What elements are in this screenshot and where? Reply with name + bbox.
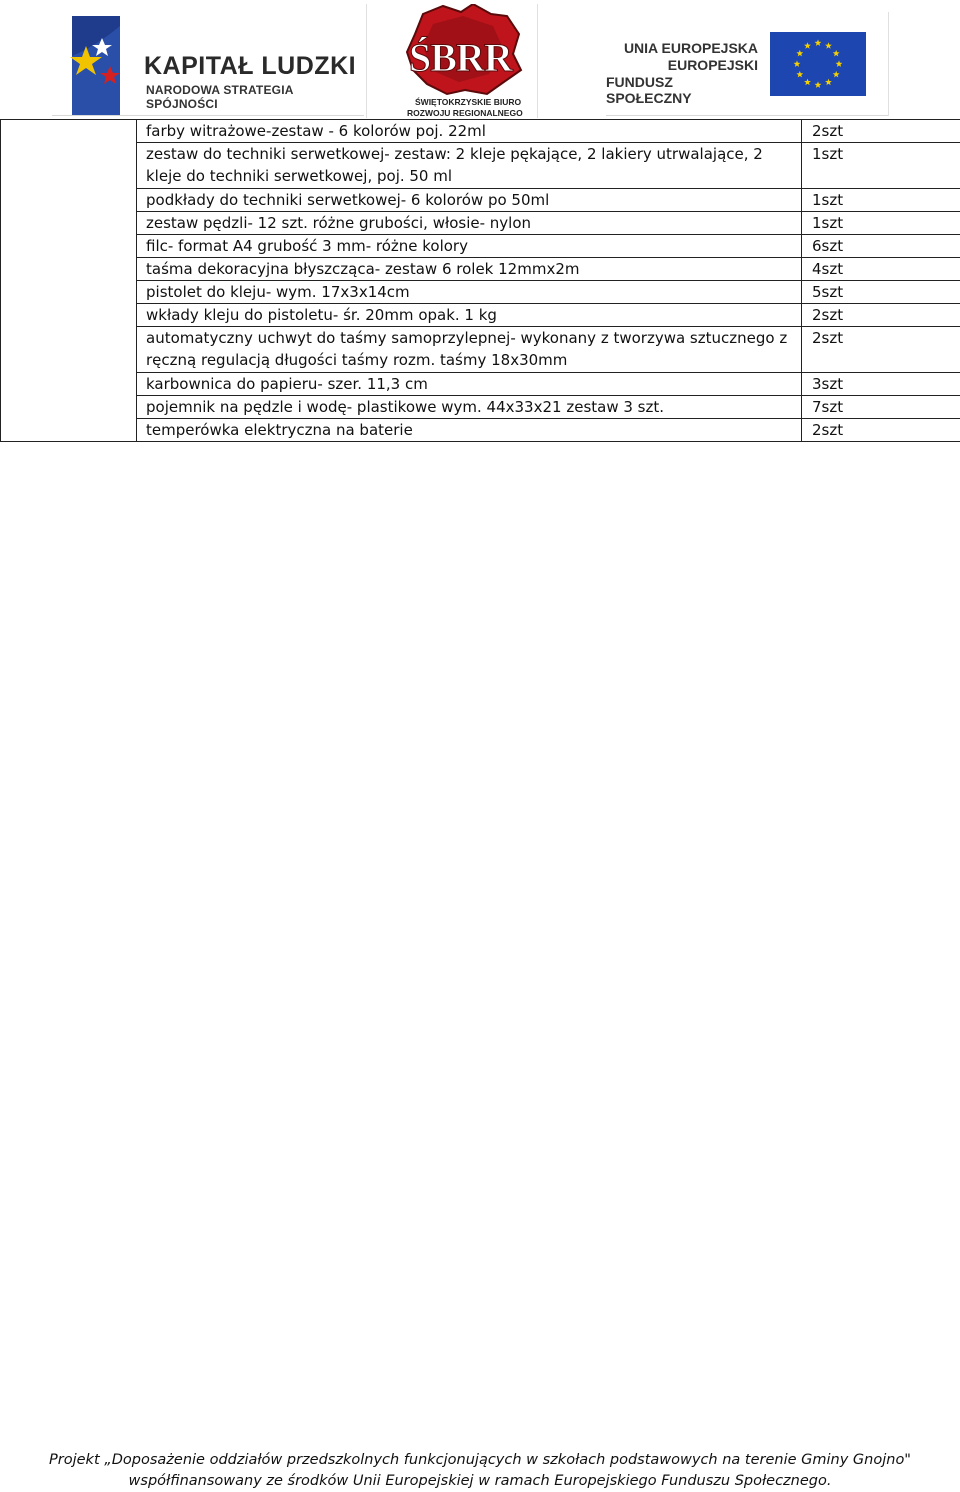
table-row	[1, 235, 960, 258]
eu-flag-icon	[770, 32, 866, 96]
item-quantity: 1szt	[802, 143, 960, 189]
footer-line-2: współfinansowany ze środków Unii Europejskiej w ramach Europejskiego Funduszu Społecznego.	[0, 1471, 960, 1492]
kapital-ludzki-subtitle: NARODOWA STRATEGIA SPÓJNOŚCI	[146, 83, 364, 111]
sbrr-brand: ŚBRR	[409, 34, 512, 81]
table-row	[1, 281, 960, 304]
item-description: automatyczny uchwyt do taśmy samoprzylepnej- wykonany z tworzywa sztucznego z ręczną regulacją długości taśmy rozm. taśmy 18x30mm	[137, 327, 802, 373]
item-description: temperówka elektryczna na baterie	[137, 419, 802, 442]
table-row	[1, 396, 960, 419]
table-row	[1, 258, 960, 281]
table-row	[1, 327, 960, 373]
eu-line-2: EUROPEJSKI	[668, 57, 758, 73]
item-description: pojemnik na pędzle i wodę- plastikowe wym. 44x33x21 zestaw 3 szt.	[137, 396, 802, 419]
table-row	[1, 304, 960, 327]
sbrr-line-1: ŚWIĘTOKRZYSKIE BIURO	[415, 97, 521, 107]
table-row	[1, 189, 960, 212]
item-quantity: 2szt	[802, 304, 960, 327]
item-quantity: 7szt	[802, 396, 960, 419]
item-description: podkłady do techniki serwetkowej- 6 kolorów po 50ml	[137, 189, 802, 212]
item-quantity: 3szt	[802, 373, 960, 396]
table-row	[1, 212, 960, 235]
item-quantity: 1szt	[802, 189, 960, 212]
item-quantity: 4szt	[802, 258, 960, 281]
table-row	[1, 373, 960, 396]
empty-index-cell	[1, 120, 137, 442]
item-description: taśma dekoracyjna błyszcząca- zestaw 6 rolek 12mmx2m	[137, 258, 802, 281]
item-quantity: 2szt	[802, 419, 960, 442]
kapital-ludzki-title: KAPITAŁ LUDZKI	[144, 52, 356, 81]
sbrr-line-2: ROZWOJU REGIONALNEGO	[407, 108, 523, 118]
header-divider	[52, 115, 364, 116]
sbrr-logo	[366, 4, 538, 118]
item-quantity: 2szt	[802, 327, 960, 373]
item-quantity: 5szt	[802, 281, 960, 304]
eu-line-3: FUNDUSZ SPOŁECZNY	[606, 74, 758, 106]
item-description: zestaw do techniki serwetkowej- zestaw: 2 kleje pękające, 2 lakiery utrwalające, 2 kleje do techniki serwetkowej, poj. 50 ml	[137, 143, 802, 189]
item-description: filc- format A4 grubość 3 mm- różne kolory	[137, 235, 802, 258]
page-header	[0, 0, 960, 118]
item-description: karbownica do papieru- szer. 11,3 cm	[137, 373, 802, 396]
item-quantity: 6szt	[802, 235, 960, 258]
table-row	[1, 419, 960, 442]
item-quantity: 2szt	[802, 120, 960, 143]
kapital-ludzki-logo	[52, 8, 364, 116]
item-description: farby witrażowe-zestaw - 6 kolorów poj. 22ml	[137, 120, 802, 143]
table-row	[1, 143, 960, 189]
item-description: zestaw pędzli- 12 szt. różne grubości, włosie- nylon	[137, 212, 802, 235]
eu-line-1: UNIA EUROPEJSKA	[624, 40, 758, 56]
footer-line-1: Projekt „Doposażenie oddziałów przedszkolnych funkcjonujących w szkołach podstawowych na terenie Gminy Gnojno"	[0, 1450, 960, 1471]
table-row	[1, 120, 960, 143]
item-description: pistolet do kleju- wym. 17x3x14cm	[137, 281, 802, 304]
eu-social-fund-logo	[606, 12, 889, 116]
items-table-body	[1, 120, 960, 442]
page-footer	[0, 1450, 960, 1492]
items-table	[0, 119, 960, 442]
item-description: wkłady kleju do pistoletu- śr. 20mm opak. 1 kg	[137, 304, 802, 327]
header-divider	[606, 115, 888, 116]
kapital-ludzki-emblem-icon	[66, 16, 126, 116]
item-quantity: 1szt	[802, 212, 960, 235]
